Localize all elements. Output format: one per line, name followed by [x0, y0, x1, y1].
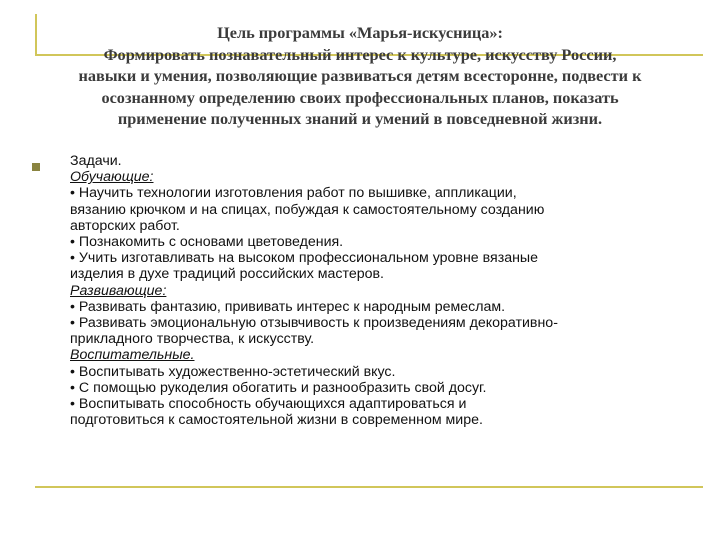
teaching-line-2: вязанию крючком и на спицах, побуждая к самостоятельному созданию	[70, 201, 545, 218]
slide-heading	[40, 22, 680, 130]
teaching-line-5: • Учить изготавливать на высоком профессиональном уровне вязаные	[70, 250, 539, 267]
decorative-left-rule	[35, 14, 37, 56]
tasks-block	[70, 153, 690, 428]
decorative-bottom-rule	[35, 486, 703, 488]
teaching-line-6: изделия в духе традиций российских мастеров.	[70, 266, 384, 283]
heading-title: Цель программы «Марья-искусница»:	[217, 23, 503, 42]
developing-line-2: • Развивать эмоциональную отзывчивость к произведениям декоративно-	[70, 315, 558, 332]
section-label-developing: Развивающие:	[70, 282, 167, 299]
developing-line-1: • Развивать фантазию, прививать интерес к народным ремеслам.	[70, 298, 506, 315]
upbringing-line-2: • С помощью рукоделия обогатить и разнообразить свой досуг.	[70, 379, 487, 396]
teaching-line-1: • Научить технологии изготовления работ по вышивке, аппликации,	[70, 185, 517, 202]
heading-line-4: применение полученных знаний и умений в повседневной жизни.	[117, 109, 603, 128]
teaching-line-3: авторских работ.	[70, 217, 180, 234]
heading-line-3: осознанному определению своих профессиональных планов, показать	[101, 87, 619, 107]
section-label-teaching: Обучающие:	[70, 169, 154, 186]
upbringing-line-3: • Воспитывать способность обучающихся адаптироваться и	[70, 396, 467, 413]
heading-line-1: Формировать познавательный интерес к культуре, искусству России,	[103, 44, 617, 64]
tasks-title: Задачи.	[70, 153, 122, 169]
square-bullet-icon	[32, 163, 40, 171]
developing-line-3: прикладного творчества, к искусству.	[70, 331, 315, 348]
heading-line-2: навыки и умения, позволяющие развиваться детям всесторонне, подвести к	[78, 66, 642, 85]
upbringing-line-4: подготовиться к самостоятельной жизни в современном мире.	[70, 412, 483, 429]
teaching-line-4: • Познакомить с основами цветоведения.	[70, 234, 344, 251]
section-label-upbringing: Воспитательные.	[70, 347, 195, 364]
upbringing-line-1: • Воспитывать художественно-эстетический вкус.	[70, 363, 396, 380]
